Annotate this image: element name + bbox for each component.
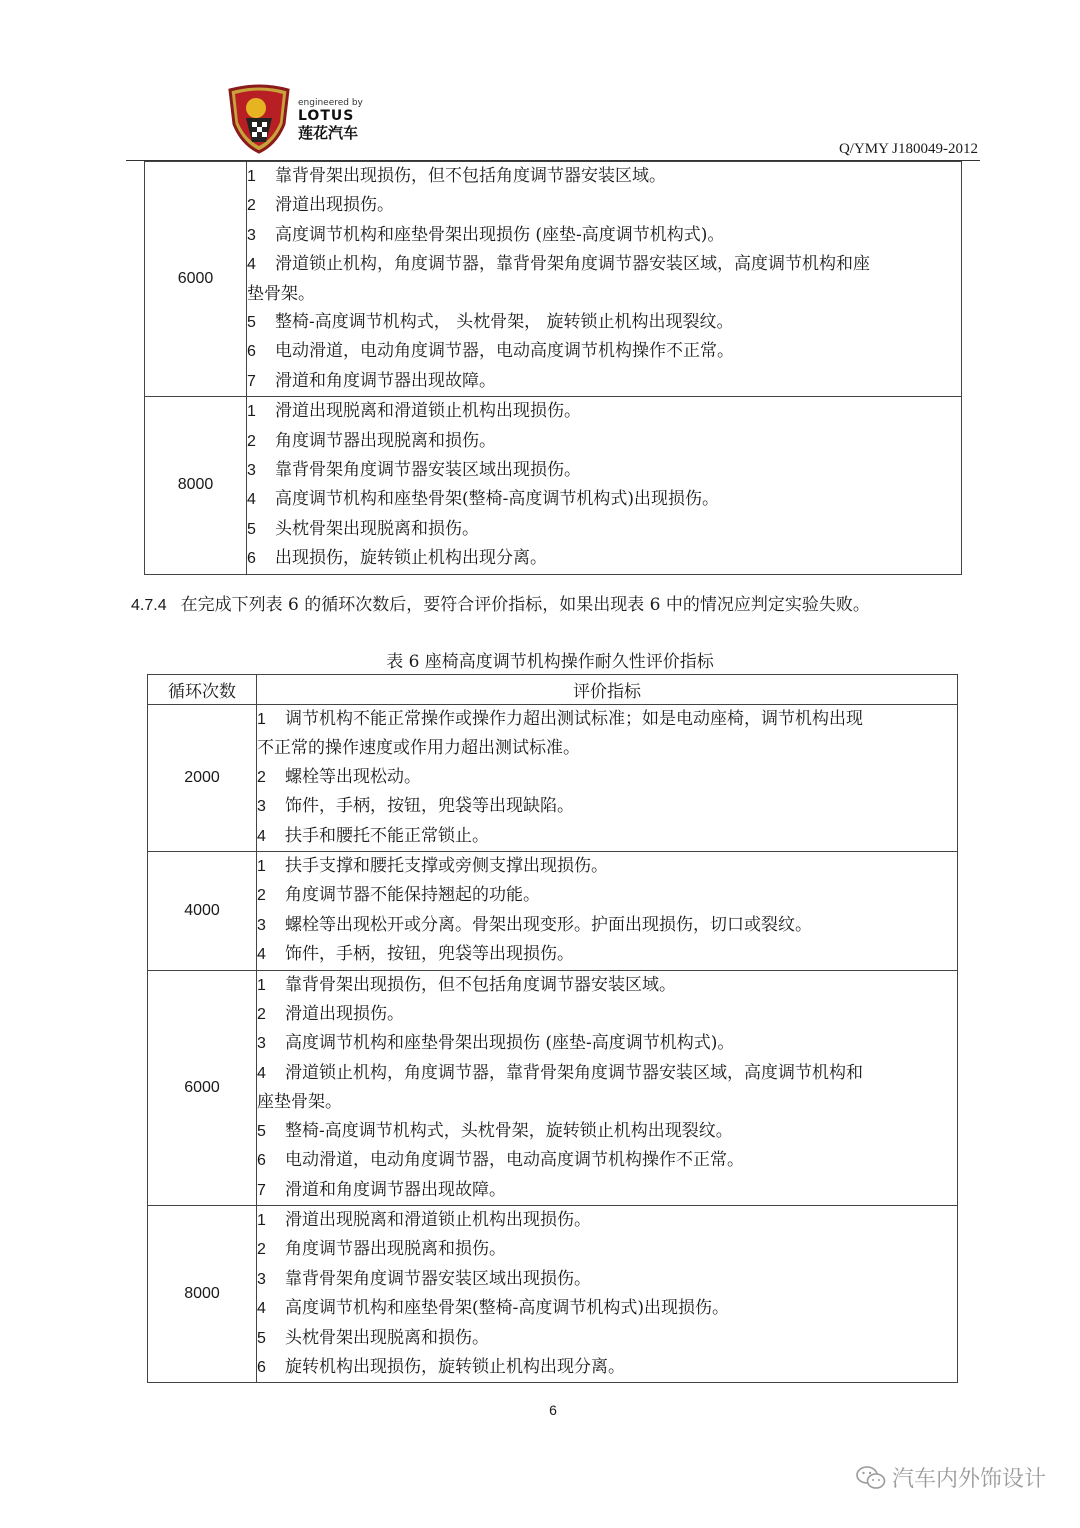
item-text: 整椅-高度调节机构式，头枕骨架，旋转锁止机构出现裂纹。 <box>285 1120 733 1141</box>
cycle-count-cell: 6000 <box>148 970 257 1205</box>
table-row <box>145 397 962 574</box>
cycle-count-cell: 2000 <box>148 705 257 852</box>
criteria-cell <box>247 397 962 574</box>
table-row <box>148 705 958 852</box>
item-text: 头枕骨架出现脱离和损伤。 <box>285 1327 489 1348</box>
lotus-shield-icon <box>226 84 292 154</box>
criteria-item <box>257 763 957 792</box>
header-criteria: 评价指标 <box>257 675 958 705</box>
criteria-item <box>257 1235 957 1264</box>
item-text: 靠背骨架角度调节器安装区域出现损伤。 <box>285 1268 591 1289</box>
criteria-item <box>247 427 961 456</box>
watermark-text: 汽车内外饰设计 <box>891 1467 1046 1492</box>
item-number: 1 <box>257 976 266 994</box>
criteria-item <box>257 1059 957 1088</box>
item-text: 高度调节机构和座垫骨架出现损伤 (座垫-高度调节机构式)。 <box>275 224 725 245</box>
criteria-item <box>257 971 957 1000</box>
criteria-item <box>247 337 961 366</box>
item-number: 6 <box>257 1358 266 1376</box>
criteria-item <box>257 911 957 940</box>
item-text-continuation: 不正常的操作速度或作用力超出测试标准。 <box>257 738 580 759</box>
item-number: 2 <box>257 887 266 905</box>
table-6 <box>147 674 958 1383</box>
item-number: 1 <box>247 168 256 185</box>
item-number: 2 <box>257 768 266 786</box>
item-text: 滑道和角度调节器出现故障。 <box>275 370 496 391</box>
item-number: 5 <box>247 314 256 332</box>
item-text: 角度调节器出现脱离和损伤。 <box>275 430 496 451</box>
item-number: 4 <box>257 946 266 964</box>
item-number: 4 <box>247 491 256 509</box>
item-number: 7 <box>247 372 256 390</box>
item-number: 7 <box>257 1181 266 1199</box>
header-cycle: 循环次数 <box>148 675 257 705</box>
criteria-item <box>257 1029 957 1058</box>
criteria-item <box>247 191 961 220</box>
criteria-item <box>247 221 961 250</box>
criteria-item <box>257 705 957 734</box>
table-row <box>148 852 958 971</box>
criteria-item <box>257 1146 957 1175</box>
item-number: 2 <box>247 197 256 215</box>
item-number: 1 <box>257 858 266 876</box>
item-text: 滑道锁止机构，角度调节器，靠背骨架角度调节器安装区域，高度调节机构和 <box>285 1062 863 1083</box>
item-text: 电动滑道，电动角度调节器，电动高度调节机构操作不正常。 <box>285 1150 744 1171</box>
logo-lotus: LOTUS <box>298 108 355 124</box>
item-text: 出现损伤，旋转锁止机构出现分离。 <box>275 548 547 569</box>
item-number: 5 <box>247 520 256 538</box>
table-caption: 表 6 座椅高度调节机构操作耐久性评价指标 <box>386 652 714 672</box>
criteria-cell <box>257 970 958 1205</box>
item-text: 饰件，手柄，按钮，兜袋等出现缺陷。 <box>285 796 574 817</box>
item-number: 1 <box>247 403 256 421</box>
criteria-item <box>257 792 957 821</box>
section-text: 在完成下列表 6 的循环次数后，要符合评价指标，如果出现表 6 中的情况应判定实验失败。 <box>180 595 870 615</box>
item-text: 扶手和腰托不能正常锁止。 <box>285 825 489 846</box>
criteria-item <box>257 1117 957 1146</box>
item-text: 高度调节机构和座垫骨架出现损伤 (座垫-高度调节机构式)。 <box>285 1033 735 1054</box>
table-continued <box>144 161 962 575</box>
table-header-row <box>148 675 958 705</box>
cycle-count-cell: 8000 <box>145 397 247 574</box>
item-number: 4 <box>247 256 256 274</box>
item-number: 3 <box>257 1270 266 1288</box>
item-number: 5 <box>257 1329 266 1347</box>
criteria-item <box>257 1324 957 1353</box>
item-text: 高度调节机构和座垫骨架(整椅-高度调节机构式)出现损伤。 <box>275 489 720 510</box>
criteria-item <box>257 1206 957 1235</box>
watermark <box>856 1462 1046 1493</box>
item-number: 5 <box>257 1122 266 1140</box>
criteria-item <box>257 1353 957 1382</box>
item-number: 6 <box>257 1152 266 1170</box>
item-text: 角度调节器出现脱离和损伤。 <box>285 1239 506 1260</box>
cycle-count-cell: 4000 <box>148 852 257 971</box>
item-text: 滑道出现损伤。 <box>275 195 394 216</box>
item-text-continuation: 垫骨架。 <box>247 283 315 304</box>
criteria-cell <box>257 852 958 971</box>
item-number: 4 <box>257 827 266 845</box>
section-paragraph <box>131 590 870 615</box>
logo-text <box>298 98 363 142</box>
criteria-item <box>247 544 961 573</box>
item-number: 4 <box>257 1300 266 1318</box>
item-text: 旋转机构出现损伤，旋转锁止机构出现分离。 <box>285 1356 625 1377</box>
item-number: 6 <box>247 550 256 568</box>
item-text: 头枕骨架出现脱离和损伤。 <box>275 518 479 539</box>
criteria-item <box>247 250 961 279</box>
criteria-item <box>247 485 961 514</box>
criteria-item <box>247 515 961 544</box>
section-number: 4.7.4 <box>131 597 167 614</box>
cycle-count-cell: 8000 <box>148 1205 257 1382</box>
criteria-item <box>247 308 961 337</box>
criteria-item <box>247 367 961 396</box>
cycle-count-cell: 6000 <box>145 162 247 397</box>
item-text: 滑道锁止机构，角度调节器，靠背骨架角度调节器安装区域，高度调节机构和座 <box>275 254 870 275</box>
item-text-continuation: 座垫骨架。 <box>257 1092 342 1113</box>
item-text: 螺栓等出现松动。 <box>285 766 421 787</box>
item-text: 高度调节机构和座垫骨架(整椅-高度调节机构式)出现损伤。 <box>285 1298 730 1319</box>
item-text: 滑道出现脱离和滑道锁止机构出现损伤。 <box>275 401 581 422</box>
item-number: 6 <box>247 343 256 361</box>
criteria-cell <box>257 1205 958 1382</box>
item-text: 调节机构不能正常操作或操作力超出测试标准；如是电动座椅，调节机构出现 <box>285 709 863 729</box>
item-number: 2 <box>247 432 256 450</box>
criteria-item <box>257 881 957 910</box>
document-number: Q/YMY J180049-2012 <box>838 141 978 157</box>
item-number: 3 <box>247 462 256 480</box>
wechat-icon <box>856 1465 886 1491</box>
item-number: 3 <box>247 226 256 244</box>
item-number: 2 <box>257 1241 266 1259</box>
item-number: 3 <box>257 1035 266 1053</box>
criteria-cell <box>257 705 958 852</box>
item-text: 滑道出现损伤。 <box>285 1004 404 1025</box>
item-text: 整椅-高度调节机构式， 头枕骨架， 旋转锁止机构出现裂纹。 <box>275 312 734 333</box>
item-number: 4 <box>257 1064 266 1082</box>
lotus-logo <box>226 84 396 154</box>
item-text: 饰件，手柄，按钮，兜袋等出现损伤。 <box>285 944 574 965</box>
table-row <box>145 162 962 397</box>
item-text: 扶手支撑和腰托支撑或旁侧支撑出现损伤。 <box>285 856 608 877</box>
logo-engineered: engineered by <box>298 98 363 108</box>
item-number: 3 <box>257 798 266 816</box>
item-number: 3 <box>257 916 266 934</box>
criteria-item <box>257 822 957 851</box>
item-text: 电动滑道，电动角度调节器，电动高度调节机构操作不正常。 <box>275 341 734 362</box>
criteria-item <box>257 1176 957 1205</box>
criteria-item <box>247 397 961 426</box>
item-text: 滑道和角度调节器出现故障。 <box>285 1179 506 1200</box>
table-row <box>148 970 958 1205</box>
criteria-item <box>257 1000 957 1029</box>
criteria-item <box>257 1294 957 1323</box>
criteria-cell <box>247 162 962 397</box>
item-text: 滑道出现脱离和滑道锁止机构出现损伤。 <box>285 1209 591 1230</box>
criteria-item <box>257 1265 957 1294</box>
criteria-item <box>257 940 957 969</box>
table-row <box>148 1205 958 1382</box>
item-text: 靠背骨架角度调节器安装区域出现损伤。 <box>275 460 581 481</box>
item-text: 角度调节器不能保持翘起的功能。 <box>285 885 540 906</box>
item-text: 靠背骨架出现损伤，但不包括角度调节器安装区域。 <box>285 974 676 995</box>
item-number: 1 <box>257 1211 266 1229</box>
page-number: 6 <box>549 1402 557 1418</box>
item-text: 靠背骨架出现损伤，但不包括角度调节器安装区域。 <box>275 166 666 186</box>
criteria-item <box>247 456 961 485</box>
logo-cn: 莲花汽车 <box>298 124 359 142</box>
criteria-item <box>257 852 957 881</box>
item-text: 螺栓等出现松开或分离。骨架出现变形。护面出现损伤，切口或裂纹。 <box>285 914 812 935</box>
item-number: 1 <box>257 711 266 728</box>
criteria-item <box>247 162 961 191</box>
item-number: 2 <box>257 1006 266 1024</box>
